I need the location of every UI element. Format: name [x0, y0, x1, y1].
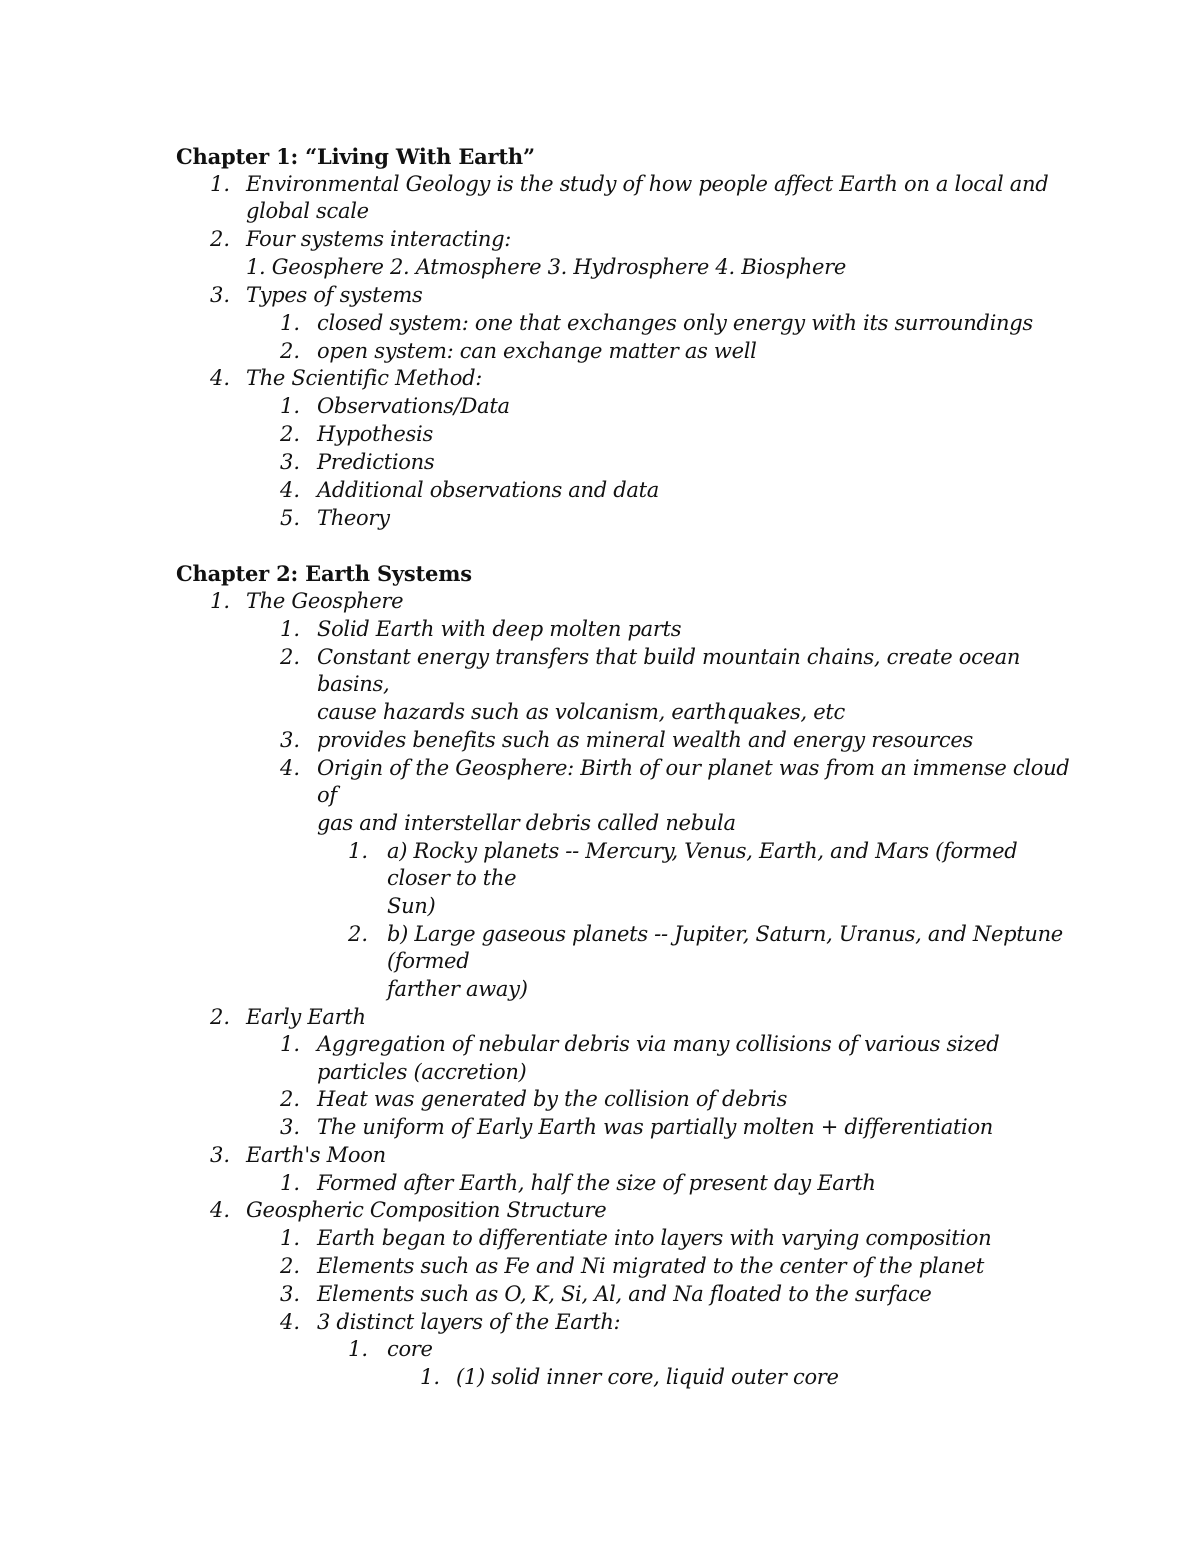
list-item-continuation: basins, — [317, 672, 390, 696]
list-number: 2. — [279, 1087, 300, 1111]
list-item: Heat was generated by the collision of debris — [317, 1087, 788, 1111]
list-item: Predictions — [317, 450, 435, 474]
list-item: Early Earth — [246, 1005, 366, 1029]
list-item: Geospheric Composition Structure — [246, 1198, 607, 1222]
list-item-continuation: 1. Geosphere 2. Atmosphere 3. Hydrosphere 4. Biosphere — [246, 255, 846, 279]
list-item: 3 distinct layers of the Earth: — [317, 1310, 621, 1334]
list-number: 1. — [279, 1171, 300, 1195]
list-number: 3. — [279, 728, 300, 752]
list-item-continuation: (formed — [387, 949, 470, 973]
list-item: Solid Earth with deep molten parts — [317, 617, 682, 641]
list-item: Environmental Geology is the study of how people affect Earth on a local and — [246, 172, 1049, 196]
list-number: 3. — [209, 283, 230, 307]
list-number: 1. — [279, 1226, 300, 1250]
list-number: 1. — [347, 839, 368, 863]
list-item: Aggregation of nebular debris via many collisions of various sized — [317, 1032, 1000, 1056]
list-number: 1. — [209, 172, 230, 196]
list-item: core — [387, 1337, 433, 1361]
list-number: 3. — [209, 1143, 230, 1167]
list-item: Hypothesis — [317, 422, 433, 446]
list-number: 1. — [347, 1337, 368, 1361]
list-number: 1. — [279, 311, 300, 335]
list-item: Four systems interacting: — [246, 227, 512, 251]
list-item: Types of systems — [246, 283, 423, 307]
list-item-continuation: of — [317, 783, 337, 807]
list-item: Formed after Earth, half the size of present day Earth — [317, 1171, 876, 1195]
list-number: 4. — [209, 1198, 230, 1222]
list-item-continuation: closer to the — [387, 866, 517, 890]
list-item: Origin of the Geosphere: Birth of our planet was from an immense cloud — [317, 756, 1070, 780]
list-number: 4. — [209, 366, 230, 390]
chapter-1-heading: Chapter 1: “Living With Earth” — [176, 144, 535, 169]
list-number: 3. — [279, 1282, 300, 1306]
list-item: The Scientific Method: — [246, 366, 482, 390]
list-item: Earth began to differentiate into layers with varying composition — [317, 1226, 992, 1250]
list-number: 1. — [279, 617, 300, 641]
list-number: 2. — [279, 339, 300, 363]
chapter-2-heading: Chapter 2: Earth Systems — [176, 561, 472, 586]
list-item: Elements such as Fe and Ni migrated to the center of the planet — [317, 1254, 984, 1278]
list-number: 1. — [279, 1032, 300, 1056]
list-number: 5. — [279, 506, 300, 530]
list-number: 1. — [209, 589, 230, 613]
list-item-continuation: gas and interstellar debris called nebula — [317, 811, 736, 835]
list-number: 4. — [279, 756, 300, 780]
list-number: 3. — [279, 1115, 300, 1139]
list-number: 4. — [279, 478, 300, 502]
list-item: b) Large gaseous planets -- Jupiter, Saturn, Uranus, and Neptune — [387, 922, 1063, 946]
list-number: 1. — [279, 394, 300, 418]
list-number: 2. — [279, 1254, 300, 1278]
list-item-continuation: global scale — [246, 199, 369, 223]
list-item-continuation: Sun) — [387, 894, 436, 918]
list-number: 2. — [209, 1005, 230, 1029]
list-number: 4. — [279, 1310, 300, 1334]
list-item: Additional observations and data — [317, 478, 659, 502]
list-number: 2. — [279, 422, 300, 446]
list-number: 2. — [279, 645, 300, 669]
list-number: 2. — [209, 227, 230, 251]
list-item: closed system: one that exchanges only energy with its surroundings — [317, 311, 1033, 335]
list-item: Elements such as O, K, Si, Al, and Na floated to the surface — [317, 1282, 932, 1306]
list-item: provides benefits such as mineral wealth and energy resources — [317, 728, 973, 752]
list-item-continuation: farther away) — [387, 977, 528, 1001]
list-item: Earth's Moon — [246, 1143, 386, 1167]
list-item: (1) solid inner core, liquid outer core — [456, 1365, 839, 1389]
list-item-continuation: cause hazards such as volcanism, earthquakes, etc — [317, 700, 845, 724]
list-item: The Geosphere — [246, 589, 404, 613]
list-item-continuation: particles (accretion) — [317, 1060, 527, 1084]
list-item: Theory — [317, 506, 390, 530]
list-number: 1. — [419, 1365, 440, 1389]
list-item: open system: can exchange matter as well — [317, 339, 757, 363]
list-item: Constant energy transfers that build mountain chains, create ocean — [317, 645, 1021, 669]
list-item: a) Rocky planets -- Mercury, Venus, Earth, and Mars (formed — [387, 839, 1018, 863]
list-number: 2. — [347, 922, 368, 946]
list-number: 3. — [279, 450, 300, 474]
list-item: The uniform of Early Earth was partially molten + differentiation — [317, 1115, 994, 1139]
list-item: Observations/Data — [317, 394, 510, 418]
